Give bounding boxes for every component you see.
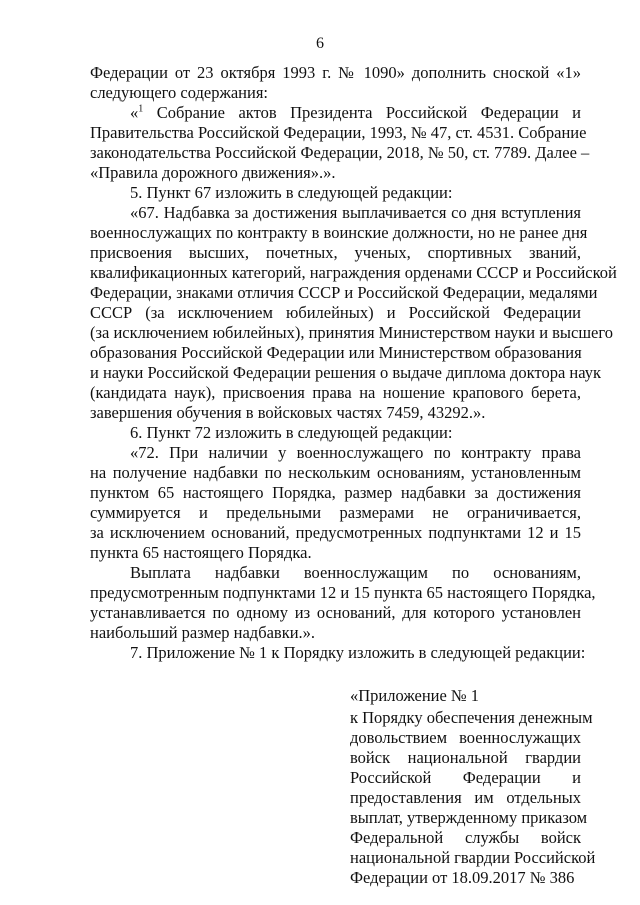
appendix-line: Федеральной службы войск <box>350 828 581 847</box>
appendix-title: «Приложение № 1 <box>350 686 480 705</box>
appendix-line: национальной гвардии Российской <box>350 848 596 867</box>
footnote-text: Собрание актов Президента Российской Федерации и <box>143 103 581 122</box>
text-line: «67. Надбавка за достижения выплачивается со дня вступления <box>130 203 581 222</box>
text-line: наибольший размер надбавки.». <box>90 623 316 642</box>
text-line: Правительства Российской Федерации, 1993, № 47, ст. 4531. Собрание <box>90 123 587 142</box>
appendix-line: выплат, утвержденному приказом <box>350 808 588 827</box>
appendix-line: к Порядку обеспечения денежным <box>350 708 593 727</box>
text-line: суммируется и предельными размерами не ограничивается, <box>90 503 581 522</box>
item-heading: 6. Пункт 72 изложить в следующей редакции: <box>130 423 453 442</box>
text-line: Выплата надбавки военнослужащим по основаниям, <box>130 563 581 582</box>
text-line: за исключением оснований, предусмотренных подпунктами 12 и 15 <box>90 523 581 542</box>
text-line: и науки Российской Федерации решения о выдаче диплома доктора наук <box>90 363 601 382</box>
text-line: Федерации от 23 октября 1993 г. № 1090» дополнить сноской «1» <box>90 63 581 82</box>
text-line: пунктом 65 настоящего Порядка, размер надбавки за достижения <box>90 483 581 502</box>
text-line: устанавливается по одному из оснований, для которого установлен <box>90 603 581 622</box>
text-line: Федерации, знаками отличия СССР и Российской Федерации, медалями <box>90 283 598 302</box>
text-line: СССР (за исключением юбилейных) и Российской Федерации <box>90 303 581 322</box>
text-line: завершения обучения в войсковых частях 7459, 43292.». <box>90 403 486 422</box>
footnote-marker: 1 <box>138 103 144 115</box>
appendix-line: Российской Федерации и <box>350 768 581 787</box>
text-line: на получение надбавки по нескольким основаниям, установленным <box>90 463 581 482</box>
text-line: пункта 65 настоящего Порядка. <box>90 543 312 562</box>
footnote-line <box>130 103 581 123</box>
text-line: военнослужащих по контракту в воинские должности, но не ранее дня <box>90 223 588 242</box>
text-line: (за исключением юбилейных), принятия Министерством науки и высшего <box>90 323 613 342</box>
text-line: присвоения высших, почетных, ученых, спортивных званий, <box>90 243 581 262</box>
item-heading: 5. Пункт 67 изложить в следующей редакции: <box>130 183 453 202</box>
appendix-line: Федерации от 18.09.2017 № 386 <box>350 868 575 887</box>
text-line: законодательства Российской Федерации, 2018, № 50, ст. 7789. Далее – <box>90 143 590 162</box>
text-line: (кандидата наук), присвоения права на ношение крапового берета, <box>90 383 581 402</box>
text-line: следующего содержания: <box>90 83 269 102</box>
text-line: образования Российской Федерации или Министерством образования <box>90 343 582 362</box>
text-line: квалификационных категорий, награждения орденами СССР и Российской <box>90 263 617 282</box>
appendix-line: довольствием военнослужащих <box>350 728 581 747</box>
appendix-line: войск национальной гвардии <box>350 748 581 767</box>
item-heading: 7. Приложение № 1 к Порядку изложить в следующей редакции: <box>130 643 586 662</box>
text-line: предусмотренным подпунктами 12 и 15 пункта 65 настоящего Порядка, <box>90 583 596 602</box>
page-number: 6 <box>316 35 324 52</box>
footnote-open-quote: « <box>130 103 139 122</box>
text-line: «72. При наличии у военнослужащего по контракту права <box>130 443 581 462</box>
appendix-line: предоставления им отдельных <box>350 788 581 807</box>
text-line: «Правила дорожного движения».». <box>90 163 336 182</box>
